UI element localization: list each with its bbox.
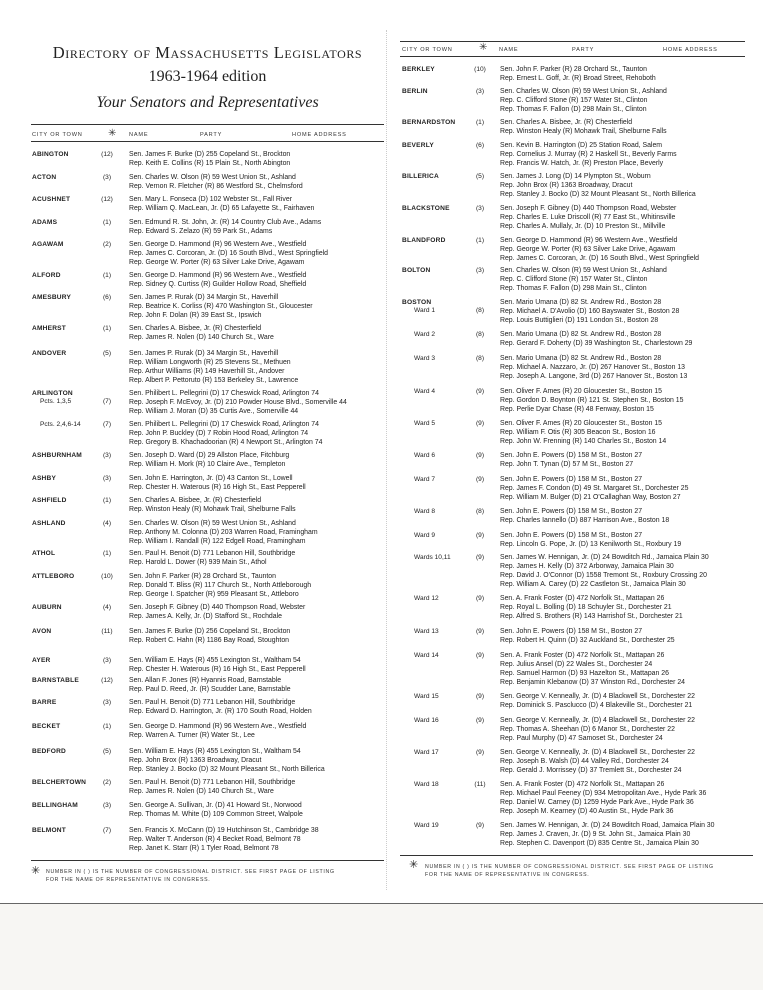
senator-line: Sen. Oliver F. Ames (R) 20 Gloucester St., Boston 15 xyxy=(500,388,662,395)
senator-line: Sen. William E. Hays (R) 455 Lexington St., Waltham 54 xyxy=(129,748,301,755)
entry-subdivision: Ward 1 xyxy=(414,307,436,314)
scan-page-edge xyxy=(0,903,763,904)
senator-line: Sen. Mario Umana (D) 82 St. Andrew Rd., Boston 28 xyxy=(500,299,662,306)
representative-line: Rep. James H. Kelly (D) 372 Arborway, Jamaica Plain 30 xyxy=(500,563,674,570)
entry-district: (8) xyxy=(475,307,485,314)
representative-line: Rep. Chester H. Waterous (R) 16 High St., East Pepperell xyxy=(129,666,306,673)
entry-district: (6) xyxy=(475,142,485,149)
senator-line: Sen. George V. Kenneally, Jr. (D) 4 Blackwell St., Dorchester 22 xyxy=(500,693,695,700)
entry-subdivision: Ward 15 xyxy=(414,693,439,700)
entry-subdivision: Ward 3 xyxy=(414,355,436,362)
representative-line: Rep. Harold L. Dower (R) 939 Main St., Athol xyxy=(129,559,267,566)
entry-district: (5) xyxy=(102,350,112,357)
senator-line: Sen. Philibert L. Pellegrini (D) 17 Cheswick Road, Arlington 74 xyxy=(129,390,319,397)
entry-district: (3) xyxy=(102,802,112,809)
entry-town: ASHLAND xyxy=(32,520,66,527)
senator-line: Sen. James P. Rurak (D) 34 Margin St., Haverhill xyxy=(129,350,279,357)
entry-district: (10) xyxy=(474,66,486,73)
footnote-star-icon: ✳ xyxy=(31,865,41,877)
senator-line: Sen. John E. Powers (D) 158 M St., Boston 27 xyxy=(500,532,643,539)
entry-subdivision: Ward 4 xyxy=(414,388,436,395)
entry-town: ACTON xyxy=(32,174,57,181)
directory-title: Directory of Massachusetts Legislators xyxy=(52,43,363,62)
senator-line: Sen. John E. Powers (D) 158 M St., Boston 27 xyxy=(500,452,643,459)
representative-line: Rep. Winston Healy (R) Mohawk Trail, Shelburne Falls xyxy=(500,128,667,135)
representative-line: Rep. Paul D. Reed, Jr. (R) Scudder Lane, Barnstable xyxy=(129,686,291,693)
footnote-line-1: NUMBER IN ( ) IS THE NUMBER OF CONGRESSIONAL DISTRICT. SEE FIRST PAGE OF LISTING xyxy=(46,869,335,875)
entry-district: (12) xyxy=(101,196,113,203)
representative-line: Rep. William Longworth (R) 25 Stevens St., Methuen xyxy=(129,359,291,366)
representative-line: Rep. Benjamin Klebanow (D) 37 Winston Rd., Dorchester 24 xyxy=(500,679,685,686)
senator-line: Sen. Joseph F. Gibney (D) 440 Thompson Road, Webster xyxy=(129,604,306,611)
representative-line: Rep. James C. Corcoran, Jr. (D) 16 South Blvd., West Springfield xyxy=(129,250,329,257)
representative-line: Rep. C. Clifford Stone (R) 157 Water St., Clinton xyxy=(500,276,648,283)
entry-district: (3) xyxy=(102,699,112,706)
entry-town: BELCHERTOWN xyxy=(32,779,87,786)
entry-town: AUBURN xyxy=(32,604,62,611)
representative-line: Rep. James F. Condon (D) 49 St. Margaret St., Dorchester 25 xyxy=(500,485,689,492)
entry-district: (1) xyxy=(475,119,485,126)
representative-line: Rep. Dominick S. Pasclucco (D) 4 Blakeville St., Dorchester 21 xyxy=(500,702,693,709)
senator-line: Sen. Edmund R. St. John, Jr. (R) 14 Country Club Ave., Adams xyxy=(129,219,322,226)
senator-line: Sen. Allan F. Jones (R) Hyannis Road, Barnstable xyxy=(129,677,282,684)
representative-line: Rep. Charles A. Mullaly, Jr. (D) 10 Preston St., Millville xyxy=(500,223,666,230)
entry-district: (8) xyxy=(475,331,485,338)
representative-line: Rep. Michael A. Nazzaro, Jr. (D) 267 Hanover St., Boston 13 xyxy=(500,364,685,371)
representative-line: Rep. James R. Nolen (D) 140 Church St., Ware xyxy=(129,788,274,795)
senator-line: Sen. Oliver F. Ames (R) 20 Gloucester St., Boston 15 xyxy=(500,420,662,427)
representative-line: Rep. Edward D. Harrington, Jr. (R) 170 South Road, Holden xyxy=(129,708,312,715)
representative-line: Rep. Alfred S. Brothers (R) 143 Harrishof St., Dorchester 21 xyxy=(500,613,683,620)
representative-line: Rep. Arthur Williams (R) 149 Haverhill St., Andover xyxy=(129,368,285,375)
right-column xyxy=(386,0,763,900)
entry-district: (4) xyxy=(102,520,112,527)
representative-line: Rep. Samuel Harmon (D) 93 Hazelton St., Mattapan 26 xyxy=(500,670,669,677)
entry-town: ASHFIELD xyxy=(32,497,67,504)
representative-line: Rep. Perlie Dyar Chase (R) 48 Fenway, Boston 15 xyxy=(500,406,654,413)
representative-line: Rep. Stanley J. Bocko (D) 32 Mount Pleasant St., North Billerica xyxy=(129,766,325,773)
representative-line: Rep. Keith E. Collins (R) 15 Plain St., North Abington xyxy=(129,160,291,167)
right-column-header-party: PARTY xyxy=(572,47,595,53)
representative-line: Rep. Gerald J. Morrissey (D) 37 Tremlett St., Dorchester 24 xyxy=(500,767,682,774)
entry-district: (9) xyxy=(475,476,485,483)
senator-line: Sen. George A. Sullivan, Jr. (D) 41 Howard St., Norwood xyxy=(129,802,302,809)
representative-line: Rep. George I. Spatcher (R) 959 Pleasant St., Attleboro xyxy=(129,591,299,598)
representative-line: Rep. John Brox (R) 1363 Broadway, Dracut xyxy=(129,757,262,764)
entry-town: ASHBY xyxy=(32,475,57,482)
representative-line: Rep. Janet K. Starr (R) 1 Tyler Road, Belmont 78 xyxy=(129,845,279,852)
entry-district: (9) xyxy=(475,554,485,561)
entry-district: (3) xyxy=(102,452,112,459)
representative-line: Rep. Ernest L. Goff, Jr. (R) Broad Street, Rehoboth xyxy=(500,75,656,82)
senator-line: Sen. A. Frank Foster (D) 472 Norfolk St., Mattapan 26 xyxy=(500,652,665,659)
footer-rule xyxy=(31,860,384,861)
senator-line: Sen. A. Frank Foster (D) 472 Norfolk St., Mattapan 26 xyxy=(500,595,665,602)
entry-town: BEDFORD xyxy=(32,748,67,755)
representative-line: Rep. William M. Bulger (D) 21 O'Callaghan Way, Boston 27 xyxy=(500,494,681,501)
representative-line: Rep. William F. Otis (R) 305 Beacon St., Boston 16 xyxy=(500,429,656,436)
representative-line: Rep. William I. Randall (R) 122 Edgell Road, Framingham xyxy=(129,538,306,545)
entry-district: (9) xyxy=(475,749,485,756)
senator-line: Sen. James F. Burke (D) 256 Copeland St., Brockton xyxy=(129,628,291,635)
entry-district: (9) xyxy=(475,652,485,659)
scan-bottom-margin xyxy=(0,903,763,990)
representative-line: Rep. David J. O'Connor (D) 1558 Tremont St., Roxbury Crossing 20 xyxy=(500,572,707,579)
representative-line: Rep. Lincoln G. Pope, Jr. (D) 13 Kenilworth St., Roxbury 19 xyxy=(500,541,682,548)
senator-line: Sen. John E. Powers (D) 158 M St., Boston 27 xyxy=(500,628,643,635)
entry-subdivision: Ward 13 xyxy=(414,628,439,635)
entry-town: ATTLEBORO xyxy=(32,573,75,580)
senator-line: Sen. Mario Umana (D) 82 St. Andrew Rd., Boston 28 xyxy=(500,355,662,362)
right-column-header-address: HOME ADDRESS xyxy=(663,47,718,53)
representative-line: Rep. Charles Iannello (D) 887 Harrison Ave., Boston 18 xyxy=(500,517,670,524)
representative-line: Rep. Anthony M. Colonna (D) 203 Warren Road, Framingham xyxy=(129,529,318,536)
representative-line: Rep. Francis W. Hatch, Jr. (R) Preston Place, Beverly xyxy=(500,160,664,167)
senator-line: Sen. James W. Hennigan, Jr. (D) 24 Bowditch Rd., Jamaica Plain 30 xyxy=(500,554,709,561)
entry-district: (7) xyxy=(102,827,112,834)
entry-district: (7) xyxy=(102,421,112,428)
representative-line: Rep. Michael Paul Feeney (D) 934 Metropolitan Ave., Hyde Park 36 xyxy=(500,790,707,797)
representative-line: Rep. Thomas A. Sheehan (D) 6 Manor St., Dorchester 22 xyxy=(500,726,675,733)
entry-subdivision: Pcts. 2,4,6-14 xyxy=(40,421,81,428)
entry-town: BARRE xyxy=(32,699,57,706)
entry-district: (2) xyxy=(102,241,112,248)
entry-town: ANDOVER xyxy=(32,350,67,357)
right-header-rule xyxy=(400,41,745,42)
entry-subdivision: Ward 16 xyxy=(414,717,439,724)
right-footnote-line-1: NUMBER IN ( ) IS THE NUMBER OF CONGRESSIONAL DISTRICT. SEE FIRST PAGE OF LISTING xyxy=(425,864,714,870)
entry-town: BILLERICA xyxy=(402,173,439,180)
representative-line: Rep. Joseph M. Kearney (D) 40 Austin St., Hyde Park 36 xyxy=(500,808,674,815)
entry-town: BELMONT xyxy=(32,827,66,834)
representative-line: Rep. Winston Healy (R) Mohawk Trail, Shelburne Falls xyxy=(129,506,296,513)
senator-line: Sen. George D. Hammond (R) 96 Western Ave., Westfield xyxy=(129,272,307,279)
representative-line: Rep. Joseph A. Langone, 3rd (D) 267 Hanover St., Boston 13 xyxy=(500,373,688,380)
senator-line: Sen. Joseph F. Gibney (D) 440 Thompson Road, Webster xyxy=(500,205,677,212)
entry-town: ALFORD xyxy=(32,272,61,279)
entry-district: (1) xyxy=(102,723,112,730)
representative-line: Rep. James R. Nolen (D) 140 Church St., Ware xyxy=(129,334,274,341)
entry-town: AMESBURY xyxy=(32,294,72,301)
entry-district: (8) xyxy=(475,508,485,515)
representative-line: Rep. Donald T. Bliss (R) 117 Church St., North Attleborough xyxy=(129,582,312,589)
representative-line: Rep. William A. Carey (D) 22 Castleton St., Jamaica Plain 30 xyxy=(500,581,686,588)
entry-subdivision: Pcts. 1,3,5 xyxy=(40,398,72,405)
right-column-header-name: NAME xyxy=(499,47,519,53)
entry-district: (3) xyxy=(475,205,485,212)
representative-line: Rep. George W. Porter (R) 63 Silver Lake Drive, Agawam xyxy=(129,259,305,266)
entry-town: BOLTON xyxy=(402,267,431,274)
representative-line: Rep. Robert C. Hahn (R) 1186 Bay Road, Stoughton xyxy=(129,637,289,644)
representative-line: Rep. Beatrice K. Corliss (R) 470 Washington St., Gloucester xyxy=(129,303,313,310)
entry-town: AVON xyxy=(32,628,52,635)
representative-line: Rep. Louis Buttiglieri (D) 191 London St., Boston 28 xyxy=(500,317,659,324)
entry-town: ABINGTON xyxy=(32,151,69,158)
representative-line: Rep. Charles E. Luke Driscoll (R) 77 East St., Whitinsville xyxy=(500,214,676,221)
entry-district: (4) xyxy=(102,604,112,611)
entry-district: (9) xyxy=(475,532,485,539)
representative-line: Rep. James J. Craven, Jr. (D) 9 St. John St., Jamaica Plain 30 xyxy=(500,831,691,838)
senator-line: Sen. Kevin B. Harrington (D) 25 Station Road, Salem xyxy=(500,142,663,149)
representative-line: Rep. Vernon R. Fletcher (R) 86 Westford St., Chelmsford xyxy=(129,183,303,190)
representative-line: Rep. John T. Tynan (D) 57 M St., Boston 27 xyxy=(500,461,634,468)
senator-line: Sen. Charles W. Olson (R) 59 West Union St., Ashland xyxy=(129,520,296,527)
representative-line: Rep. Michael A. D'Avolio (D) 160 Bayswater St., Boston 28 xyxy=(500,308,680,315)
entry-town: BLANDFORD xyxy=(402,237,446,244)
left-column xyxy=(0,0,386,900)
senator-line: Sen. James F. Burke (D) 255 Copeland St., Brockton xyxy=(129,151,291,158)
entry-town: AMHERST xyxy=(32,325,67,332)
column-header-star: ✳ xyxy=(108,128,118,139)
entry-town: AGAWAM xyxy=(32,241,64,248)
representative-line: Rep. Gordon D. Boynton (R) 121 St. Stephen St., Boston 15 xyxy=(500,397,684,404)
senator-line: Sen. James J. Long (D) 14 Plympton St., Woburn xyxy=(500,173,651,180)
entry-town: BELLINGHAM xyxy=(32,802,78,809)
entry-subdivision: Ward 7 xyxy=(414,476,436,483)
senator-line: Sen. George D. Hammond (R) 96 Western Ave., Westfield xyxy=(129,241,307,248)
column-header-address: HOME ADDRESS xyxy=(292,132,347,138)
senator-line: Sen. John E. Harrington, Jr. (D) 43 Canton St., Lowell xyxy=(129,475,293,482)
entry-district: (5) xyxy=(102,748,112,755)
header-rule xyxy=(31,124,384,125)
entry-district: (3) xyxy=(475,267,485,274)
entry-town: ACUSHNET xyxy=(32,196,71,203)
senator-line: Sen. Paul H. Benoit (D) 771 Lebanon Hill, Southbridge xyxy=(129,779,296,786)
entry-subdivision: Ward 18 xyxy=(414,781,439,788)
senator-line: Sen. Charles W. Olson (R) 59 West Union St., Ashland xyxy=(129,174,296,181)
representative-line: Rep. Edward S. Zelazo (R) 59 Park St., Adams xyxy=(129,228,273,235)
entry-subdivision: Ward 17 xyxy=(414,749,439,756)
entry-district: (3) xyxy=(102,475,112,482)
senator-line: Sen. Charles A. Bisbee, Jr. (R) Chesterfield xyxy=(129,497,262,504)
representative-line: Rep. William Q. MacLean, Jr. (D) 65 Lafayette St., Fairhaven xyxy=(129,205,315,212)
representative-line: Rep. Royal L. Bolling (D) 18 Schuyler St., Dorchester 21 xyxy=(500,604,672,611)
senator-line: Sen. Mario Umana (D) 82 St. Andrew Rd., Boston 28 xyxy=(500,331,662,338)
entry-subdivision: Ward 14 xyxy=(414,652,439,659)
senator-line: Sen. William E. Hays (R) 455 Lexington St., Waltham 54 xyxy=(129,657,301,664)
senator-line: Sen. John F. Parker (R) 28 Orchard St., Taunton xyxy=(129,573,276,580)
entry-town: BOSTON xyxy=(402,299,432,306)
representative-line: Rep. John Brox (R) 1363 Broadway, Dracut xyxy=(500,182,633,189)
entry-district: (1) xyxy=(102,272,112,279)
senator-line: Sen. Charles A. Bisbee, Jr. (R) Chesterfield xyxy=(129,325,262,332)
entry-district: (9) xyxy=(475,822,485,829)
entry-district: (10) xyxy=(101,573,113,580)
entry-district: (1) xyxy=(102,219,112,226)
entry-town: BECKET xyxy=(32,723,61,730)
right-header-rule-bottom xyxy=(400,56,745,57)
entry-district: (12) xyxy=(101,677,113,684)
senator-line: Sen. A. Frank Foster (D) 472 Norfolk St., Mattapan 26 xyxy=(500,781,665,788)
representative-line: Rep. Paul Murphy (D) 47 Samoset St., Dorchester 24 xyxy=(500,735,663,742)
entry-district: (9) xyxy=(475,420,485,427)
entry-town: BARNSTABLE xyxy=(32,677,79,684)
entry-district: (11) xyxy=(474,781,486,788)
entry-town: ARLINGTON xyxy=(32,390,73,397)
entry-town: ADAMS xyxy=(32,219,58,226)
entry-subdivision: Ward 6 xyxy=(414,452,436,459)
senator-line: Sen. Paul H. Benoit (D) 771 Lebanon Hill, Southbridge xyxy=(129,550,296,557)
representative-line: Rep. Thomas F. Fallon (D) 298 Main St., Clinton xyxy=(500,285,647,292)
senator-line: Sen. George D. Hammond (R) 96 Western Ave., Westfield xyxy=(129,723,307,730)
entry-district: (9) xyxy=(475,595,485,602)
senator-line: Sen. George V. Kenneally, Jr. (D) 4 Blackwell St., Dorchester 22 xyxy=(500,717,695,724)
entry-district: (3) xyxy=(102,174,112,181)
representative-line: Rep. Gerard F. Doherty (D) 39 Washington St., Charlestown 29 xyxy=(500,340,693,347)
senator-line: Sen. Philibert L. Pellegrini (D) 17 Cheswick Road, Arlington 74 xyxy=(129,421,319,428)
representative-line: Rep. Albert P. Pettoruto (R) 153 Berkeley St., Lawrence xyxy=(129,377,299,384)
representative-line: Rep. Thomas M. White (D) 109 Common Street, Walpole xyxy=(129,811,303,818)
representative-line: Rep. Cornelius J. Murray (R) 2 Haskell St., Beverly Farms xyxy=(500,151,677,158)
representative-line: Rep. Stanley J. Bocko (D) 32 Mount Pleasant St., North Billerica xyxy=(500,191,696,198)
column-header-name: NAME xyxy=(129,132,149,138)
senator-line: Sen. George D. Hammond (R) 96 Western Ave., Westfield xyxy=(500,237,678,244)
senator-line: Sen. George V. Kenneally, Jr. (D) 4 Blackwell St., Dorchester 22 xyxy=(500,749,695,756)
representative-line: Rep. John F. Dolan (R) 39 East St., Ipswich xyxy=(129,312,262,319)
entry-district: (9) xyxy=(475,388,485,395)
entry-district: (5) xyxy=(475,173,485,180)
entry-district: (6) xyxy=(102,294,112,301)
column-header-party: PARTY xyxy=(200,132,223,138)
right-footnote-star-icon: ✳ xyxy=(409,859,419,871)
senator-line: Sen. Charles A. Bisbee, Jr. (R) Chesterfield xyxy=(500,119,633,126)
header-rule-bottom xyxy=(31,141,384,142)
senator-line: Sen. James P. Rurak (D) 34 Margin St., Haverhill xyxy=(129,294,279,301)
representative-line: Rep. Robert H. Quinn (D) 32 Auckland St., Dorchester 25 xyxy=(500,637,675,644)
entry-subdivision: Wards 10,11 xyxy=(414,554,451,561)
representative-line: Rep. William J. Moran (D) 35 Curtis Ave., Somerville 44 xyxy=(129,408,299,415)
representative-line: Rep. Stephen C. Davenport (D) 835 Centre St., Jamaica Plain 30 xyxy=(500,840,699,847)
entry-district: (9) xyxy=(475,693,485,700)
entry-subdivision: Ward 5 xyxy=(414,420,436,427)
right-footer-rule xyxy=(400,855,753,856)
senator-line: Sen. John E. Powers (D) 158 M St., Boston 27 xyxy=(500,508,643,515)
representative-line: Rep. Daniel W. Carney (D) 1259 Hyde Park Ave., Hyde Park 36 xyxy=(500,799,694,806)
senator-line: Sen. Francis X. McCann (D) 19 Hutchinson St., Cambridge 38 xyxy=(129,827,319,834)
entry-subdivision: Ward 2 xyxy=(414,331,436,338)
right-footnote-line-2: FOR THE NAME OF REPRESENTATIVE IN CONGRESS. xyxy=(425,872,590,878)
senator-line: Sen. Joseph D. Ward (D) 29 Allston Place, Fitchburg xyxy=(129,452,290,459)
entry-district: (11) xyxy=(101,628,113,635)
entry-subdivision: Ward 12 xyxy=(414,595,439,602)
entry-district: (7) xyxy=(102,398,112,405)
entry-district: (9) xyxy=(475,717,485,724)
entry-district: (12) xyxy=(101,151,113,158)
representative-line: Rep. George W. Porter (R) 63 Silver Lake Drive, Agawam xyxy=(500,246,676,253)
entry-town: AYER xyxy=(32,657,51,664)
representative-line: Rep. James C. Corcoran, Jr. (D) 16 South Blvd., West Springfield xyxy=(500,255,700,262)
entry-town: ASHBURNHAM xyxy=(32,452,82,459)
representative-line: Rep. Joseph F. McEvoy, Jr. (D) 210 Powder House Blvd., Somerville 44 xyxy=(129,399,347,406)
representative-line: Rep. Chester H. Waterous (R) 16 High St., East Pepperell xyxy=(129,484,306,491)
representative-line: Rep. Sidney Q. Curtiss (R) Guilder Hollow Road, Sheffield xyxy=(129,281,307,288)
representative-line: Rep. Walter T. Anderson (R) 4 Becket Road, Belmont 78 xyxy=(129,836,301,843)
right-column-header-city: CITY OR TOWN xyxy=(402,47,453,53)
entry-district: (1) xyxy=(102,497,112,504)
column-header-city: CITY OR TOWN xyxy=(32,132,83,138)
entry-district: (3) xyxy=(475,88,485,95)
senator-line: Sen. Charles W. Olson (R) 59 West Union St., Ashland xyxy=(500,88,667,95)
representative-line: Rep. Gregory B. Khachadoorian (R) 4 Newport St., Arlington 74 xyxy=(129,439,323,446)
representative-line: Rep. C. Clifford Stone (R) 157 Water St., Clinton xyxy=(500,97,648,104)
entry-district: (9) xyxy=(475,452,485,459)
footnote-line-2: FOR THE NAME OF REPRESENTATIVE IN CONGRESS. xyxy=(46,877,211,883)
representative-line: Rep. Warren A. Turner (R) Water St., Lee xyxy=(129,732,255,739)
entry-town: BLACKSTONE xyxy=(402,205,450,212)
entry-district: (1) xyxy=(102,325,112,332)
senator-line: Sen. Charles W. Olson (R) 59 West Union St., Ashland xyxy=(500,267,667,274)
representative-line: Rep. John P. Buckley (D) 7 Robin Hood Road, Arlington 74 xyxy=(129,430,309,437)
representative-line: Rep. Julius Ansel (D) 22 Wales St., Dorchester 24 xyxy=(500,661,653,668)
entry-district: (8) xyxy=(475,355,485,362)
entry-district: (9) xyxy=(475,628,485,635)
senator-line: Sen. James W. Hennigan, Jr. (D) 24 Bowditch Road, Jamaica Plain 30 xyxy=(500,822,715,829)
entry-town: BERLIN xyxy=(402,88,428,95)
entry-town: BERKLEY xyxy=(402,66,435,73)
representative-line: Rep. John W. Frenning (R) 140 Charles St., Boston 14 xyxy=(500,438,667,445)
representative-line: Rep. William H. Mork (R) 10 Claire Ave., Templeton xyxy=(129,461,286,468)
senator-line: Sen. Mary L. Fonseca (D) 102 Webster St., Fall River xyxy=(129,196,293,203)
directory-subtitle: Your Senators and Representatives xyxy=(96,94,319,111)
right-column-header-star: ✳ xyxy=(479,42,489,53)
entry-subdivision: Ward 8 xyxy=(414,508,436,515)
entry-district: (1) xyxy=(475,237,485,244)
senator-line: Sen. Paul H. Benoit (D) 771 Lebanon Hill, Southbridge xyxy=(129,699,296,706)
entry-district: (1) xyxy=(102,550,112,557)
representative-line: Rep. Joseph B. Walsh (D) 44 Valley Rd., Dorchester 24 xyxy=(500,758,669,765)
entry-district: (2) xyxy=(102,779,112,786)
entry-town: BERNARDSTON xyxy=(402,119,456,126)
entry-town: ATHOL xyxy=(32,550,56,557)
entry-town: BEVERLY xyxy=(402,142,434,149)
senator-line: Sen. John E. Powers (D) 158 M St., Boston 27 xyxy=(500,476,643,483)
representative-line: Rep. Thomas F. Fallon (D) 298 Main St., Clinton xyxy=(500,106,647,113)
edition-label: 1963-1964 edition xyxy=(148,68,267,85)
entry-subdivision: Ward 9 xyxy=(414,532,436,539)
entry-district: (3) xyxy=(102,657,112,664)
senator-line: Sen. John F. Parker (R) 28 Orchard St., Taunton xyxy=(500,66,647,73)
entry-subdivision: Ward 19 xyxy=(414,822,439,829)
representative-line: Rep. James A. Kelly, Jr. (D) Stafford St., Rochdale xyxy=(129,613,282,620)
